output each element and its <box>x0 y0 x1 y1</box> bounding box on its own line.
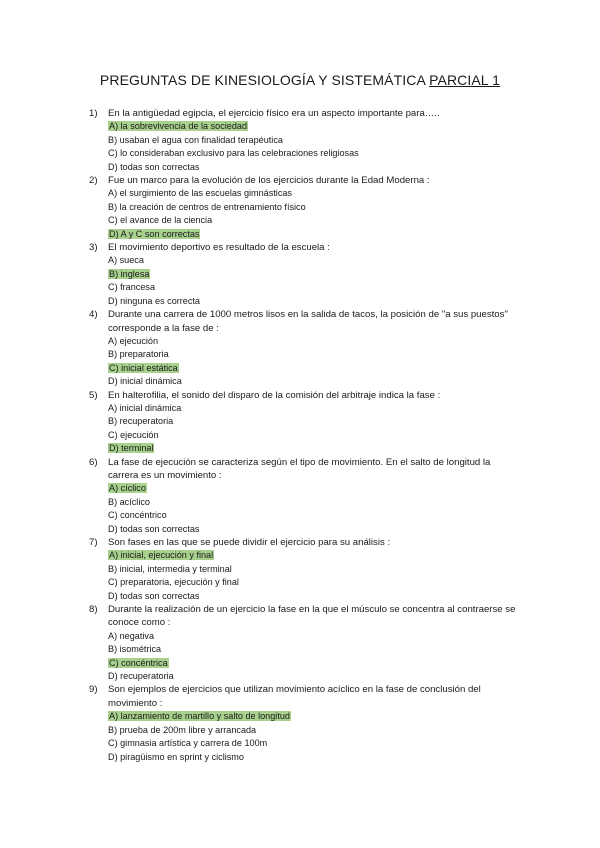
question-number: 2) <box>89 175 98 187</box>
question-line <box>89 174 519 187</box>
option-text: A) lanzamiento de martillo y salto de longitud <box>109 711 290 722</box>
option-text: C) preparatoria, ejecución y final <box>108 577 239 588</box>
question-number: 7) <box>89 537 98 548</box>
answer-option-correct <box>108 268 519 281</box>
question-line <box>89 389 519 402</box>
answer-option-correct <box>108 362 519 375</box>
option-text: A) la sobrevivencia de la sociedad <box>109 121 248 132</box>
answer-option <box>108 187 519 200</box>
option-text: C) lo consideraban exclusivo para las celebraciones religiosas <box>108 148 359 159</box>
option-text: A) inicial, ejecución y final <box>109 550 214 561</box>
option-text: D) inicial dinámica <box>108 376 182 387</box>
question-line <box>89 241 519 254</box>
question-line <box>89 683 519 710</box>
question-list <box>89 107 519 764</box>
answer-option-correct <box>108 482 519 495</box>
answer-option <box>108 415 519 428</box>
question-text: En halterofilia, el sonido del disparo de la comisión del arbitraje indica la fase : <box>108 389 441 401</box>
question-line <box>89 536 519 549</box>
answer-option <box>108 335 519 348</box>
option-text: B) acíclico <box>108 496 150 507</box>
question-item <box>89 603 519 683</box>
option-text: A) sueca <box>108 255 144 266</box>
question-item <box>89 308 519 388</box>
answer-option <box>108 496 519 509</box>
question-text: Fue un marco para la evolución de los ejercicios durante la Edad Moderna : <box>108 175 430 187</box>
option-text: A) cíclico <box>109 483 146 494</box>
answer-option-correct <box>108 710 519 723</box>
question-line <box>89 308 519 335</box>
answer-option <box>108 523 519 536</box>
question-text: El movimiento deportivo es resultado de la escuela : <box>108 242 330 254</box>
answer-option <box>108 724 519 737</box>
answer-option <box>108 254 519 267</box>
option-text: A) ejecución <box>108 335 159 346</box>
answer-option-correct <box>108 442 519 455</box>
title-main: PREGUNTAS DE KINESIOLOGÍA Y SISTEMÁTICA <box>99 72 430 88</box>
answer-option <box>108 630 519 643</box>
answer-option-correct <box>108 120 519 133</box>
question-item <box>89 536 519 603</box>
question-text: Son fases en las que se puede dividir el ejercicio para su análisis : <box>108 537 391 548</box>
option-text: D) terminal <box>109 443 154 454</box>
option-text: A) inicial dinámica <box>108 402 182 413</box>
answer-option <box>108 375 519 388</box>
question-number: 1) <box>89 108 98 119</box>
answer-option <box>108 643 519 656</box>
question-item <box>89 174 519 241</box>
option-text: D) recuperatoria <box>108 671 174 682</box>
answer-option <box>108 295 519 308</box>
answer-option <box>108 670 519 683</box>
answer-option <box>108 161 519 174</box>
answer-option <box>108 509 519 522</box>
question-line <box>89 107 519 120</box>
option-text: C) concéntrica <box>109 657 168 668</box>
answer-option <box>108 348 519 361</box>
question-item <box>89 683 519 763</box>
answer-option-correct <box>108 549 519 562</box>
option-text: C) gimnasia artística y carrera de 100m <box>108 738 268 749</box>
question-number: 4) <box>89 309 98 321</box>
question-text: Durante la realización de un ejercicio la fase en la que el músculo se concentra al contraerse se conoce como : <box>108 604 516 629</box>
option-text: B) inglesa <box>109 268 150 279</box>
question-text: Son ejemplos de ejercicios que utilizan movimiento acíclico en la fase de conclusión del movimiento : <box>108 684 481 709</box>
answer-option-correct <box>108 228 519 241</box>
question-number: 9) <box>89 684 98 696</box>
question-item <box>89 389 519 456</box>
option-text: D) todas son correctas <box>108 523 200 534</box>
option-text: B) usaban el agua con finalidad terapéutica <box>108 134 283 145</box>
option-text: C) francesa <box>108 282 156 293</box>
question-text: Durante una carrera de 1000 metros lisos en la salida de tacos, la posición de "a sus puestos" corresponde a la fase de : <box>108 309 508 334</box>
answer-option <box>108 281 519 294</box>
page-title <box>0 72 600 88</box>
question-text: La fase de ejecución se caracteriza según el tipo de movimiento. En el salto de longitud la carrera es un movimiento : <box>108 456 491 481</box>
answer-option-correct <box>108 657 519 670</box>
option-text: C) el avance de la ciencia <box>108 215 213 226</box>
question-number: 8) <box>89 604 98 616</box>
answer-option <box>108 214 519 227</box>
option-text: C) ejecución <box>108 429 159 440</box>
answer-option <box>108 402 519 415</box>
option-text: C) concéntrico <box>108 510 167 521</box>
question-item <box>89 456 519 536</box>
question-text: En la antigüedad egipcia, el ejercicio físico era un aspecto importante para….. <box>108 108 440 119</box>
question-number: 3) <box>89 242 98 254</box>
question-line <box>89 603 519 630</box>
option-text: A) negativa <box>108 630 155 641</box>
answer-option <box>108 590 519 603</box>
question-number: 5) <box>89 389 98 401</box>
title-underlined: PARCIAL 1 <box>429 72 501 88</box>
option-text: D) ninguna es correcta <box>108 295 200 306</box>
option-text: B) la creación de centros de entrenamiento físico <box>108 201 306 212</box>
option-text: D) todas son correctas <box>108 161 200 172</box>
answer-option <box>108 201 519 214</box>
option-text: D) A y C son correctas <box>109 228 200 239</box>
option-text: D) piragüismo en sprint y ciclismo <box>108 751 244 762</box>
question-number: 6) <box>89 456 98 468</box>
answer-option <box>108 147 519 160</box>
option-text: B) recuperatoria <box>108 416 174 427</box>
option-text: A) el surgimiento de las escuelas gimnásticas <box>108 188 292 199</box>
option-text: B) inicial, intermedia y terminal <box>108 563 232 574</box>
answer-option <box>108 576 519 589</box>
option-text: D) todas son correctas <box>108 590 200 601</box>
option-text: B) preparatoria <box>108 349 169 360</box>
answer-option <box>108 563 519 576</box>
question-item <box>89 107 519 174</box>
question-line <box>89 456 519 483</box>
option-text: C) inicial estática <box>109 362 178 373</box>
answer-option <box>108 751 519 764</box>
answer-option <box>108 429 519 442</box>
answer-option <box>108 737 519 750</box>
option-text: B) prueba de 200m libre y arrancada <box>108 724 257 735</box>
option-text: B) isométrica <box>108 644 162 655</box>
answer-option <box>108 134 519 147</box>
question-item <box>89 241 519 308</box>
